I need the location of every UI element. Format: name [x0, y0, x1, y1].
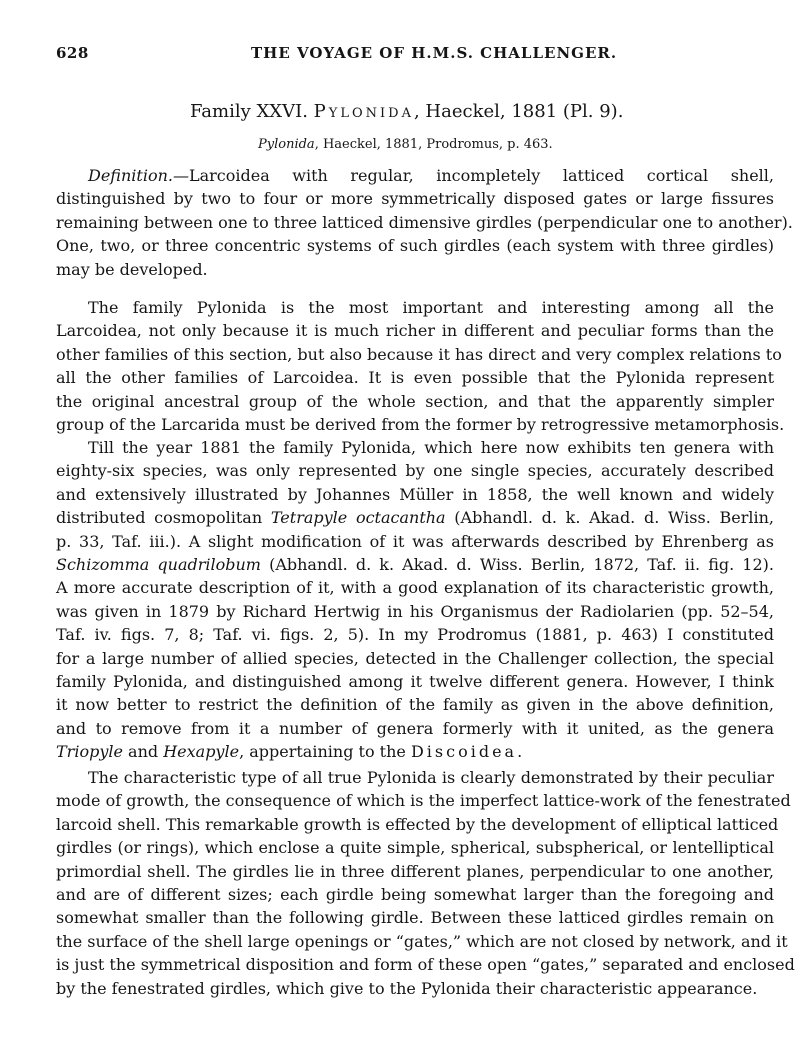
- paragraph-line: and to remove from it a number of genera formerly with it united, as the genera: [56, 718, 774, 738]
- group-name: Discoidea: [410, 742, 518, 762]
- paragraph-line: [56, 740, 774, 763]
- paragraph-line: family Pylonida, and distinguished among it twelve different genera. However, I think: [56, 672, 774, 692]
- family-overview-paragraph: [56, 296, 785, 436]
- definition-line: [56, 164, 774, 187]
- paragraph-line: primordial shell. The girdles lie in three different planes, perpendicular to one another,: [56, 861, 774, 881]
- paragraph-line: is just the symmetrical disposition and form of these open “gates,” separated and enclosed: [56, 955, 795, 975]
- paragraph-line: and are of different sizes; each girdle being somewhat larger than the foregoing and: [56, 885, 774, 905]
- paragraph-line: girdles (or rings), which enclose a quite simple, spherical, subspherical, or lentelliptical: [56, 838, 774, 858]
- definition-line: distinguished by two to four or more symmetrically disposed gates or large fissures: [56, 189, 774, 209]
- citation-genus: Pylonida: [258, 137, 315, 152]
- history-paragraph: [56, 436, 774, 764]
- paragraph-line: other families of this section, but also because it has direct and very complex relations to: [56, 344, 782, 364]
- paragraph-line: and extensively illustrated by Johannes Müller in 1858, the well known and widely: [56, 484, 774, 504]
- line-text: distributed cosmopolitan: [56, 508, 271, 528]
- paragraph-line: the original ancestral group of the whole section, and that the apparently simpler: [56, 391, 774, 411]
- paragraph-line: group of the Larcarida must be derived from the former by retrogressive metamorphosis.: [56, 415, 785, 435]
- paragraph-line: Taf. iv. figs. 7, 8; Taf. vi. figs. 2, 5). In my Prodromus (1881, p. 463) I constituted: [56, 625, 774, 645]
- running-head: [56, 44, 760, 68]
- definition-label: Definition.: [88, 166, 173, 185]
- line-text: , appertaining to the: [239, 742, 411, 762]
- line-text: (Abhandl. d. k. Akad. d. Wiss. Berlin,: [445, 508, 775, 528]
- citation-rest: , Haeckel, 1881, Prodromus, p. 463.: [314, 137, 553, 152]
- definition-paragraph: [56, 164, 793, 281]
- paragraph-line: it now better to restrict the definition of the family as given in the above definition,: [56, 695, 774, 715]
- line-text: and: [122, 742, 164, 762]
- species-name: Schizomma quadrilobum: [56, 555, 261, 575]
- family-heading-author: , Haeckel, 1881 (Pl. 9).: [413, 101, 624, 122]
- genus-name: Hexapyle: [163, 742, 240, 762]
- paragraph-line: by the fenestrated girdles, which give to the Pylonida their characteristic appearance.: [56, 978, 758, 998]
- paragraph-line: all the other families of Larcoidea. It is even possible that the Pylonida represent: [56, 368, 774, 388]
- line-text: (Abhandl. d. k. Akad. d. Wiss. Berlin, 1872, Taf. ii. fig. 12).: [260, 555, 774, 575]
- paragraph-line: Larcoidea, not only because it is much richer in different and peculiar forms than the: [56, 321, 774, 341]
- family-heading: [190, 100, 650, 124]
- paragraph-line: The family Pylonida is the most important and interesting among all the: [88, 298, 774, 317]
- line-text: .: [517, 742, 523, 762]
- paragraph-line: larcoid shell. This remarkable growth is effected by the development of elliptical latticed: [56, 814, 779, 834]
- definition-line: may be developed.: [56, 259, 208, 279]
- paragraph-line: p. 33, Taf. iii.). A slight modification of it was afterwards described by Ehrenberg as: [56, 531, 774, 551]
- species-name: Tetrapyle octacantha: [270, 508, 446, 528]
- running-title: THE VOYAGE OF H.M.S. CHALLENGER.: [251, 44, 618, 62]
- family-citation: [258, 136, 658, 154]
- paragraph-line: [56, 553, 774, 576]
- family-heading-name: Pylonida: [313, 101, 414, 122]
- paragraph-line: somewhat smaller than the following girdle. Between these latticed girdles remain on: [56, 908, 774, 928]
- paragraph-line: [56, 506, 774, 529]
- paragraph-line: A more accurate description of it, with a good explanation of its characteristic growth,: [56, 578, 774, 598]
- paragraph-line: The characteristic type of all true Pylonida is clearly demonstrated by their peculiar: [88, 768, 774, 787]
- paragraph-line: mode of growth, the consequence of which is the imperfect lattice-work of the fenestrated: [56, 791, 791, 811]
- definition-text: —Larcoidea with regular, incompletely latticed cortical shell,: [172, 166, 774, 185]
- family-heading-prefix: Family XXVI.: [190, 101, 308, 122]
- growth-paragraph: [56, 766, 795, 1000]
- paragraph-line: the surface of the shell large openings or “gates,” which are not closed by network, and it: [56, 931, 788, 951]
- definition-line: One, two, or three concentric systems of such girdles (each system with three girdles): [56, 236, 774, 256]
- genus-name: Triopyle: [56, 742, 123, 762]
- page-number: 628: [56, 44, 89, 62]
- paragraph-line: eighty-six species, was only represented by one single species, accurately described: [56, 461, 774, 481]
- paragraph-line: was given in 1879 by Richard Hertwig in his Organismus der Radiolarien (pp. 52–54,: [56, 601, 774, 621]
- definition-line: remaining between one to three latticed dimensive girdles (perpendicular one to another).: [56, 212, 793, 232]
- paragraph-line: for a large number of allied species, detected in the Challenger collection, the special: [56, 648, 774, 668]
- paragraph-line: Till the year 1881 the family Pylonida, which here now exhibits ten genera with: [88, 438, 774, 457]
